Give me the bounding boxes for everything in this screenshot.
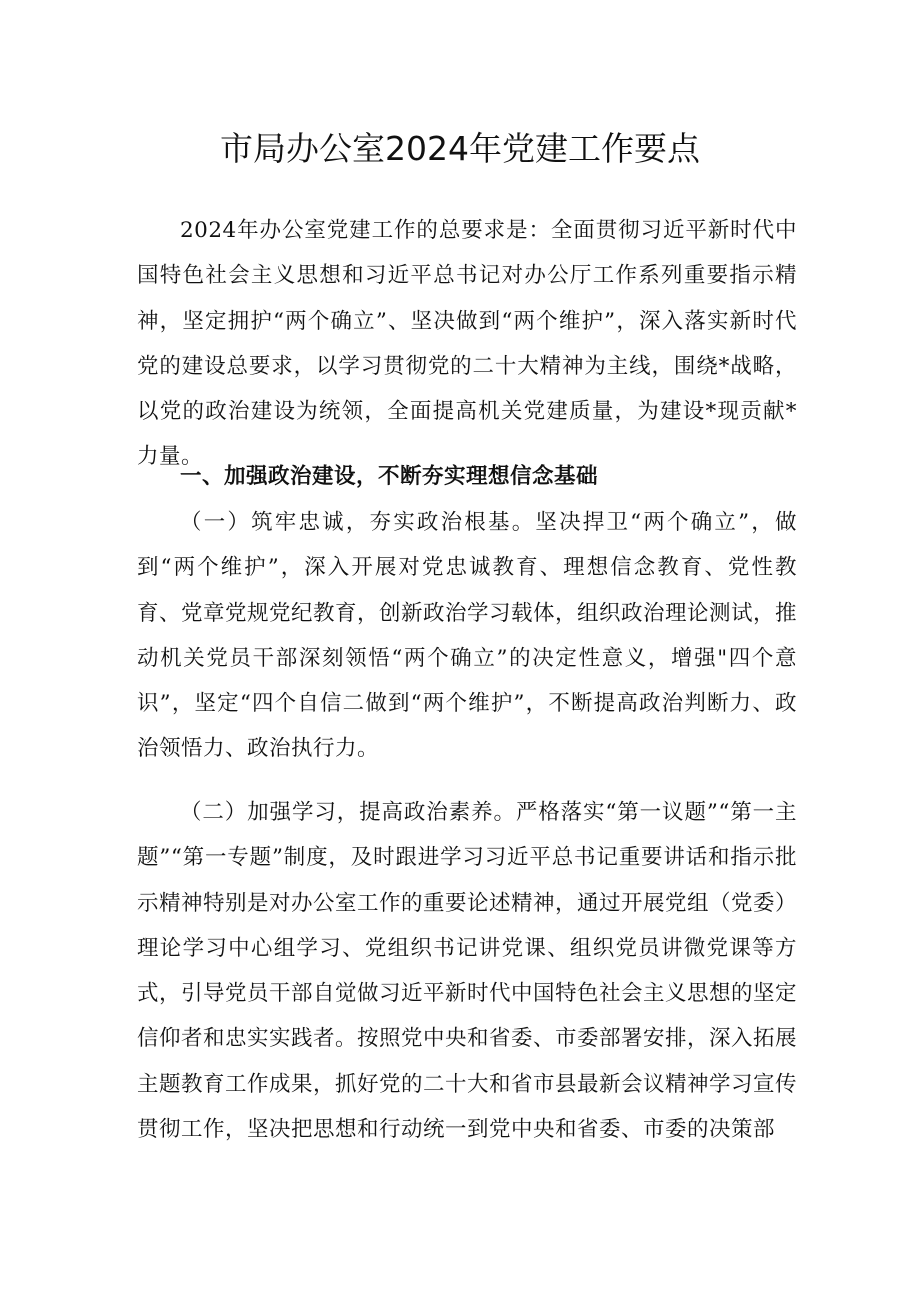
item-paragraph-1: （一）筑牢忠诚，夯实政治根基。坚决捍卫“两个确立”，做到“两个维护”，深入开展对党忠诚教育、理想信念教育、党性教育、党章党规党纪教育，创新政治学习载体，组织政治理论测试，推动机关党员干部深刻领悟“两个确立”的决定性意义，增强"四个意识”，坚定“四个自信二做到“两个维护”，不断提高政治判断力、政治领悟力、政治执行力。: [137, 510, 798, 762]
item-paragraph-2: （二）加强学习，提高政治素养。严格落实“第一议题”“第一主题”“第一专题”制度，及时跟进学习习近平总书记重要讲话和指示批示精神特别是对办公室工作的重要论述精神，通过开展党组（党委）理论学习中心组学习、党组织书记讲党课、组织党员讲微党课等方式，引导党员干部自觉做习近平新时代中国特色社会主义思想的坚定信仰者和忠实实践者。按照党中央和省委、市委部署安排，深入拓展主题教育工作成果，抓好党的二十大和省市县最新会议精神学习宣传贯彻工作，坚决把思想和行动统一到党中央和省委、市委的决策部: [137, 800, 798, 1143]
section-heading-1: 一、加强政治建设，不断夯实理想信念基础: [180, 464, 599, 489]
intro-paragraph: 2024年办公室党建工作的总要求是：全面贯彻习近平新时代中国特色社会主义思想和习近平总书记对办公厅工作系列重要指示精神，坚定拥护“两个确立”、坚决做到“两个维护”，深入落实新时代党的建设总要求，以学习贯彻党的二十大精神为主线，围绕*战略，以党的政治建设为统领，全面提高机关党建质量，为建设*现贡献*力量。: [137, 218, 797, 470]
document-title: 市局办公室2024年党建工作要点: [220, 129, 700, 168]
